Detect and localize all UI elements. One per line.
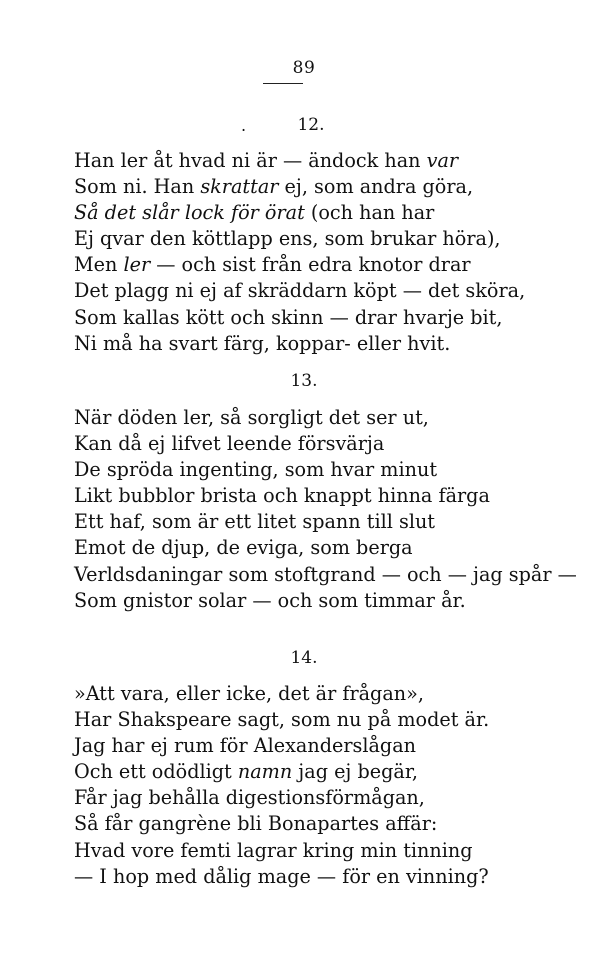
poem-line — [74, 226, 525, 252]
line-text: Likt bubblor brista och knappt hinna färga — [74, 484, 490, 508]
line-text: Ej qvar den köttlapp ens, som brukar höra), — [74, 227, 501, 251]
line-text: ej, som andra göra, — [278, 175, 474, 199]
line-text: Det plagg ni ej af skräddarn köpt — det sköra, — [74, 279, 526, 303]
poem-line — [74, 305, 525, 331]
stray-mark: . — [241, 116, 247, 135]
poem-line — [74, 707, 489, 733]
italic-text: skrattar — [200, 175, 279, 199]
stanza-lines — [74, 405, 577, 614]
poem-line — [74, 483, 577, 509]
line-text: — och sist från edra knotor drar — [150, 253, 471, 277]
poem-line — [74, 457, 577, 483]
poem-line — [74, 864, 489, 890]
stanza-number: 13. — [290, 371, 318, 391]
poem-line — [74, 733, 489, 759]
line-text: Som ni. Han — [74, 175, 201, 199]
line-text: Jag har ej rum för Alexanderslågan — [74, 734, 417, 758]
line-text: De spröda ingenting, som hvar minut — [74, 458, 438, 482]
line-text: Han ler åt hvad ni är — ändock han — [74, 149, 427, 172]
poem-line — [74, 252, 525, 278]
line-text: — I hop med dålig mage — för en vinning? — [74, 864, 489, 888]
line-text: Och ett odödligt — [74, 760, 238, 784]
poem-line — [74, 509, 577, 535]
poem-line — [74, 431, 577, 457]
poem-line — [74, 200, 525, 226]
line-text: Ni må ha svart färg, koppar- eller hvit. — [74, 331, 451, 355]
poem-line — [74, 535, 577, 561]
line-text: Får jag behålla digestionsförmågan, — [74, 786, 425, 810]
poem-line — [74, 148, 525, 174]
poem-line — [74, 588, 577, 614]
poem-line — [74, 759, 489, 785]
line-text: »Att vara, eller icke, det är frågan», — [74, 682, 424, 705]
line-text: Så får gangrène bli Bonapartes affär: — [74, 812, 438, 836]
italic-text: var — [426, 149, 459, 172]
stanza-number: 12. — [297, 115, 325, 135]
poem-line — [74, 278, 525, 304]
italic-text: Så det slår lock för örat — [74, 201, 305, 225]
poem-line — [74, 838, 489, 864]
line-text: Men — [74, 253, 124, 277]
page-number: 89 — [292, 58, 316, 78]
page-number-rule — [263, 83, 303, 84]
poem-line — [74, 562, 577, 588]
poem-line — [74, 331, 525, 357]
line-text: Hvad vore femti lagrar kring min tinning — [74, 838, 473, 862]
line-text: (och han har — [304, 201, 435, 225]
line-text: Emot de djup, de eviga, som berga — [74, 536, 413, 560]
line-text: När döden ler, så sorgligt det ser ut, — [74, 406, 429, 429]
line-text: Kan då ej lifvet leende försvärja — [74, 432, 385, 456]
poem-line — [74, 681, 489, 707]
italic-text: ler — [123, 253, 151, 277]
poem-line — [74, 174, 525, 200]
line-text: Som kallas kött och skinn — drar hvarje bit, — [74, 305, 503, 329]
stanza-lines — [74, 681, 489, 890]
stanza-number: 14. — [290, 648, 318, 668]
stanza-lines — [74, 148, 525, 357]
line-text: Har Shakspeare sagt, som nu på modet är. — [74, 708, 490, 732]
poem-line — [74, 405, 577, 431]
italic-text: namn — [237, 760, 293, 784]
line-text: jag ej begär, — [292, 760, 418, 784]
line-text: Verldsdaningar som stoftgrand — och — jag spår — — [74, 562, 577, 586]
line-text: Ett haf, som är ett litet spann till slut — [74, 510, 436, 534]
line-text: Som gnistor solar — och som timmar år. — [74, 588, 466, 612]
poem-line — [74, 811, 489, 837]
poem-line — [74, 785, 489, 811]
